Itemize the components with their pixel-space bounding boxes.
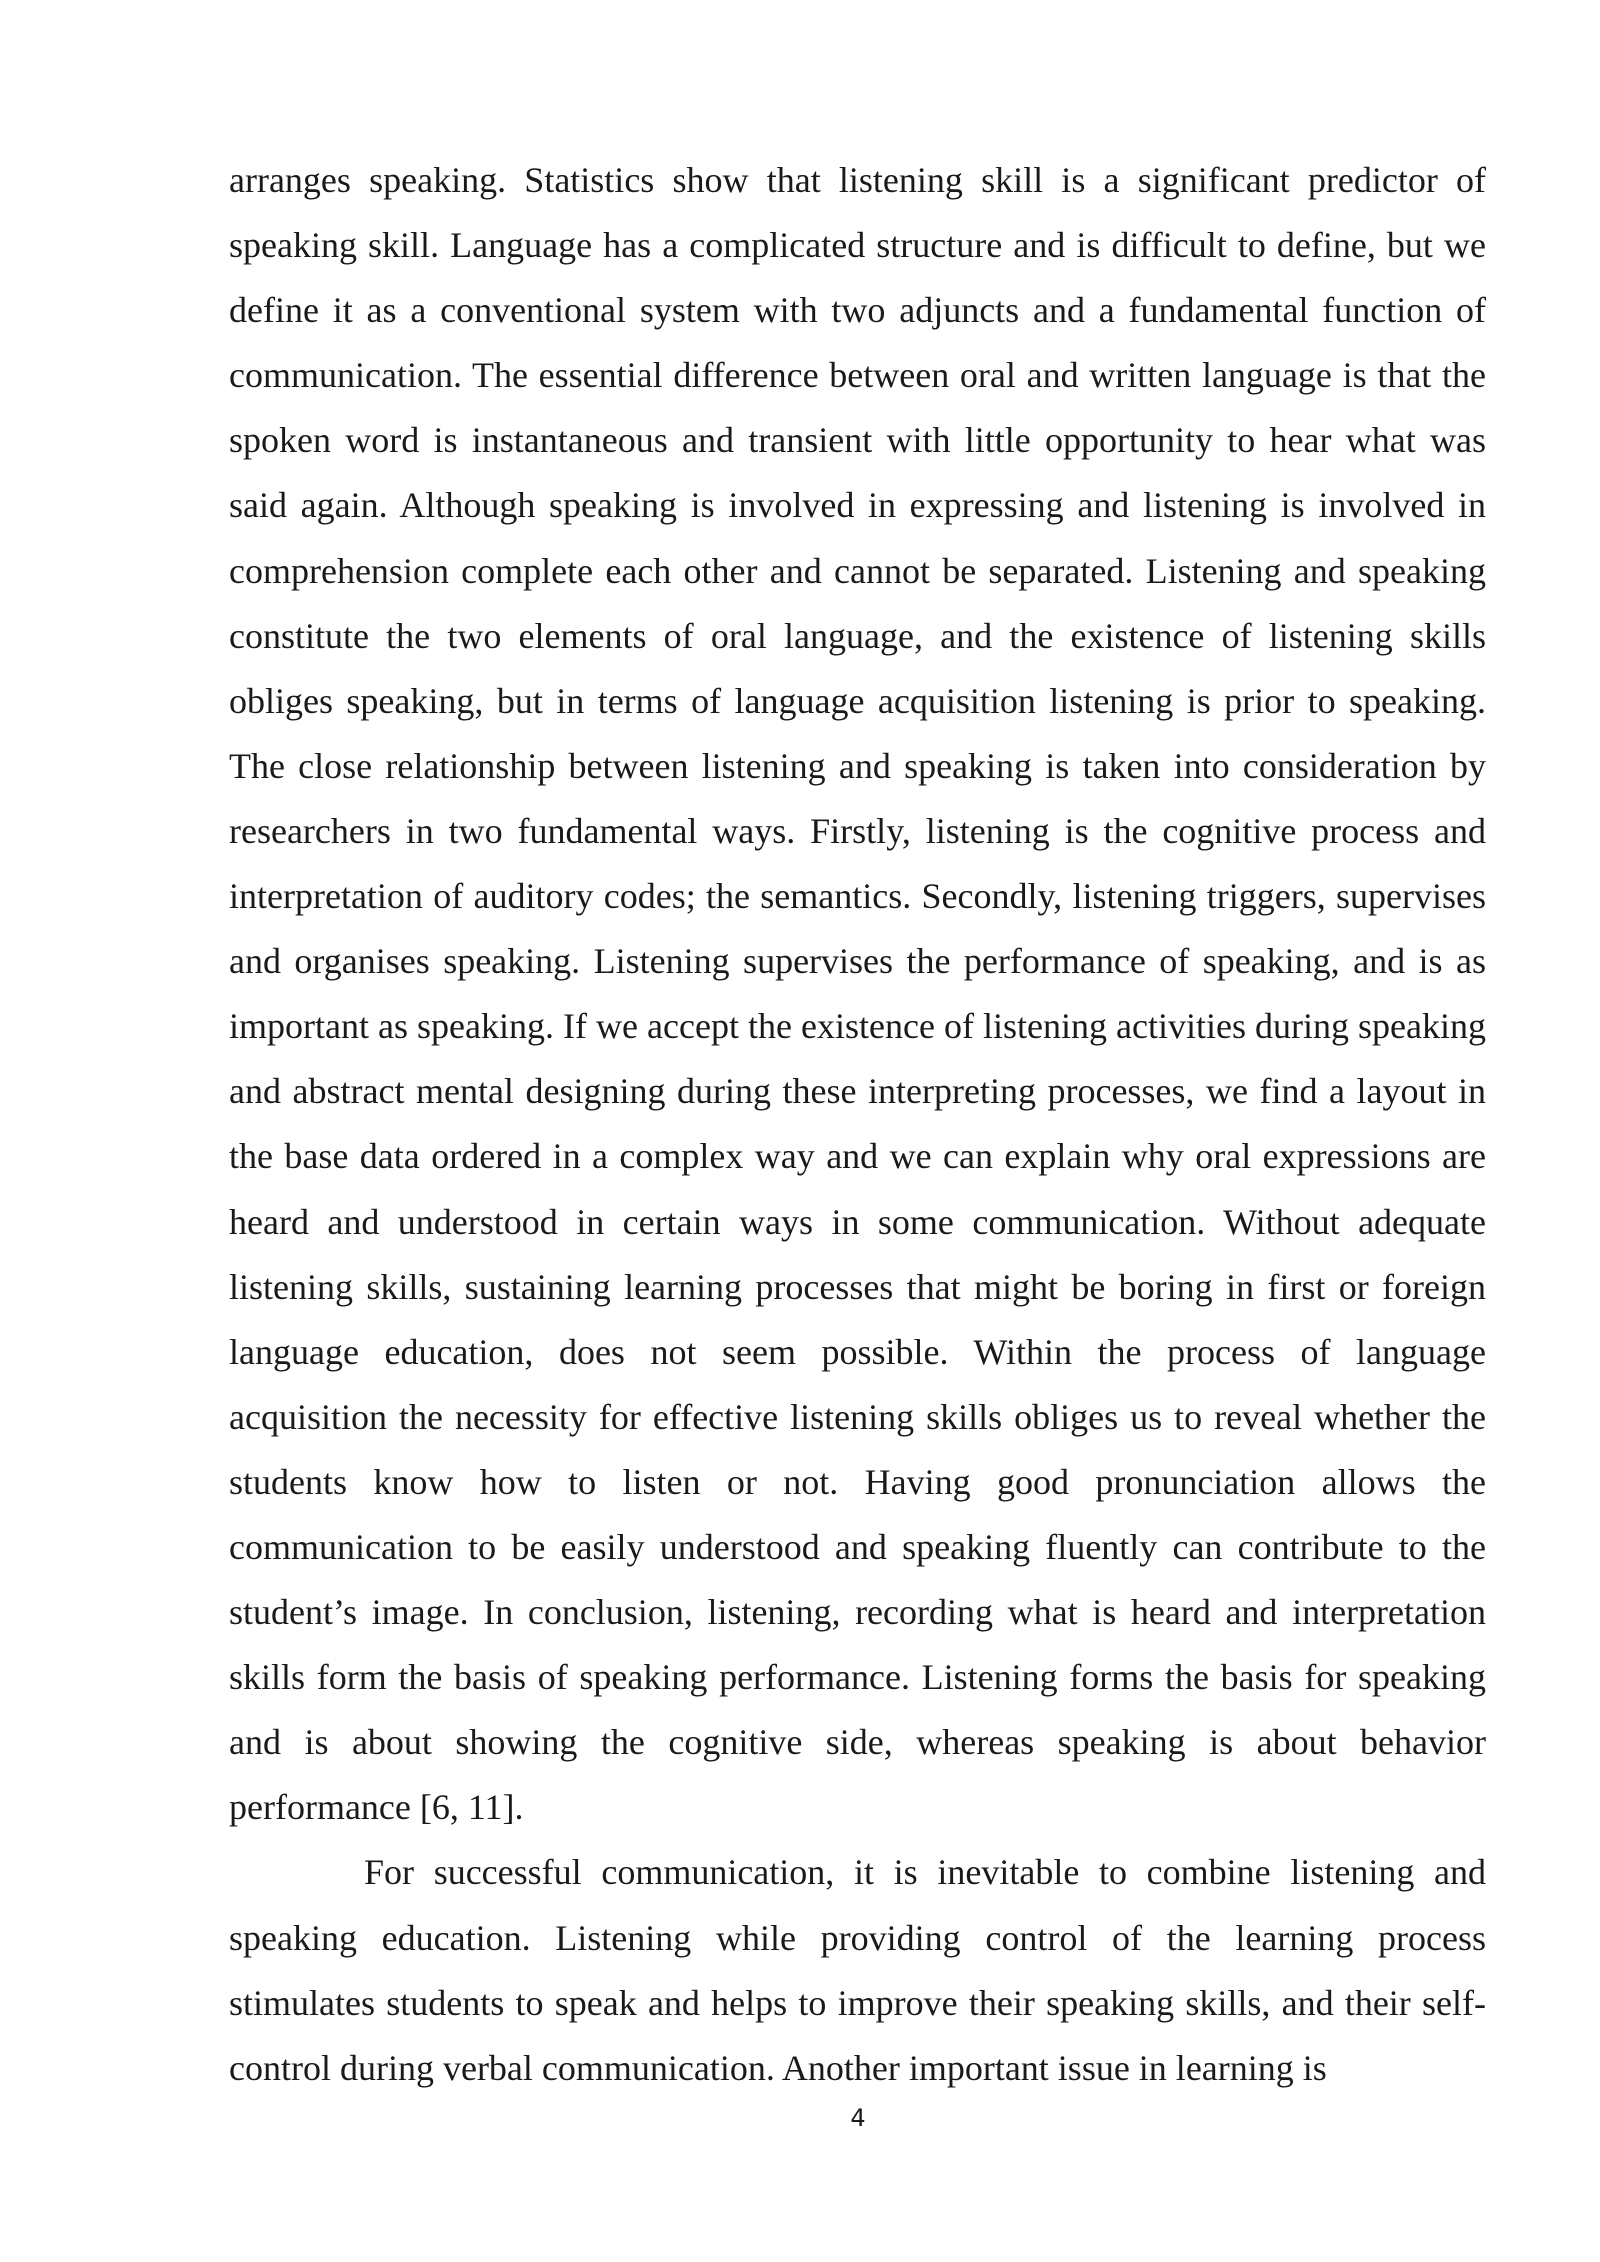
- paragraph-indented: For successful communication, it is inevitable to combine listening and speaking education. Listening while providing control of the learning process stimulates students to speak and helps to improve their speaking skills, and their self-control during verbal communication. Another important issue in learning is: [229, 1852, 1486, 2088]
- body-text: [229, 148, 1486, 2101]
- paragraph-continued: arranges speaking. Statistics show that listening skill is a significant predictor of speaking skill. Language has a complicated structure and is difficult to define, but we define it as a conventional system with two adjuncts and a fundamental function of communication. The essential difference between oral and written language is that the spoken word is instantaneous and transient with little opportunity to hear what was said again. Although speaking is involved in expressing and listening is involved in comprehension complete each other and cannot be separated. Listening and speaking constitute the two elements of oral language, and the existence of listening skills obliges speaking, but in terms of language acquisition listening is prior to speaking. The close relationship between listening and speaking is taken into consideration by researchers in two fundamental ways. Firstly, listening is the cognitive process and interpretation of auditory codes; the semantics. Secondly, listening triggers, supervises and organises speaking. Listening supervises the performance of speaking, and is as important as speaking. If we accept the existence of listening activities during speaking and abstract mental designing during these interpreting processes, we find a layout in the base data ordered in a complex way and we can explain why oral expressions are heard and understood in certain ways in some communication. Without adequate listening skills, sustaining learning processes that might be boring in first or foreign language education, does not seem possible. Within the process of language acquisition the necessity for effective listening skills obliges us to reveal whether the students know how to listen or not. Having good pronunciation allows the communication to be easily understood and speaking fluently can contribute to the student’s image. In conclusion, listening, recording what is heard and interpretation skills form the basis of speaking performance. Listening forms the basis for speaking and is about showing the cognitive side, whereas speaking is about behavior performance [6, 11].: [229, 160, 1486, 1828]
- page-number: 4: [850, 2104, 866, 2132]
